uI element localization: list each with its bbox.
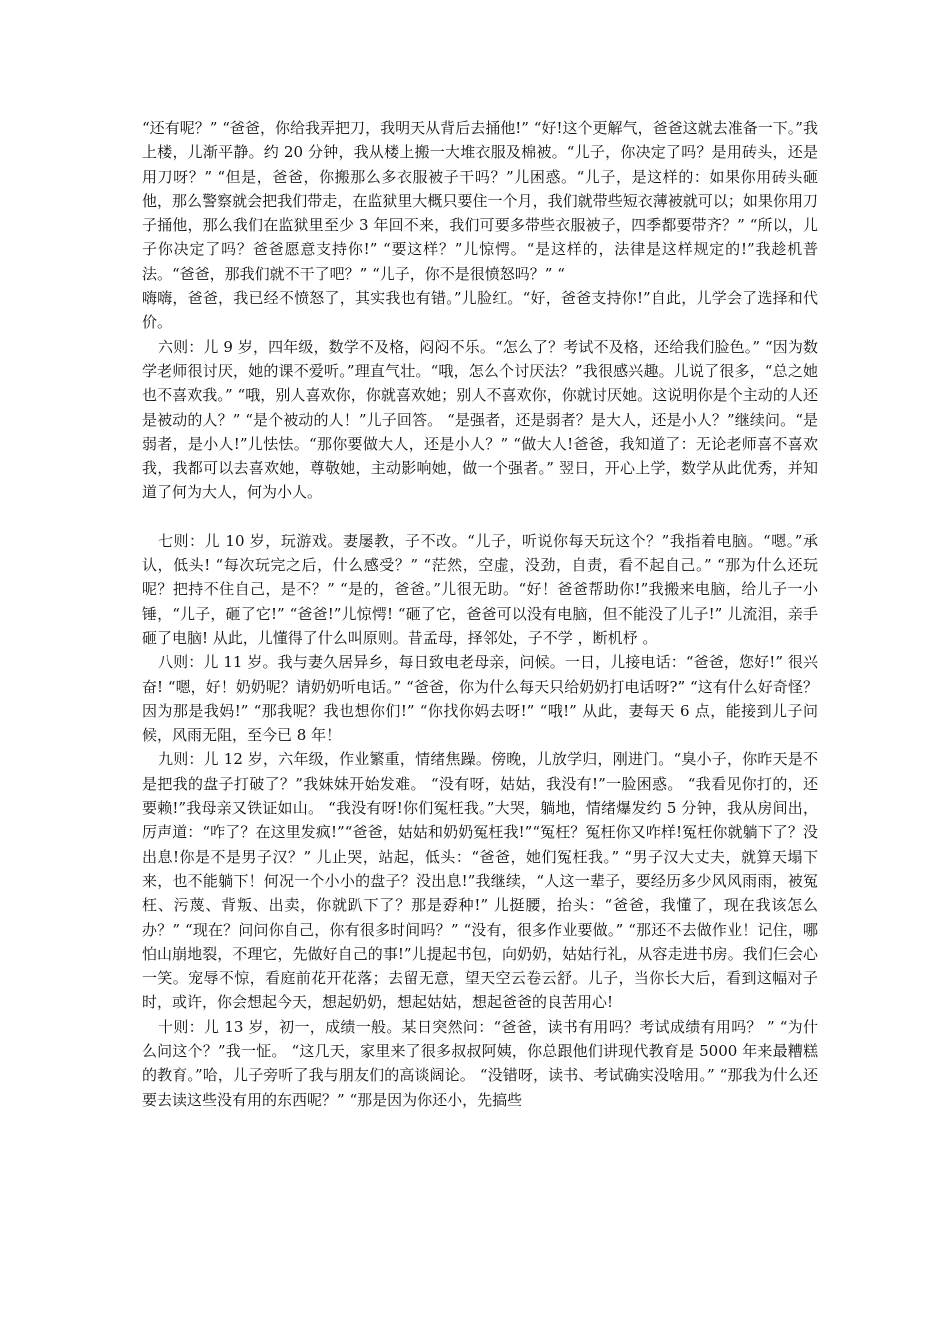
paragraph-continuation-end: 嗨嗨，爸爸，我已经不愤怒了，其实我也有错。”儿脸红。“好，爸爸支持你!”自此，儿学会了选择和代价。 bbox=[142, 289, 818, 332]
paragraph-story-9: 九则：儿 12 岁，六年级，作业繁重，情绪焦躁。傍晚，儿放学归，刚进门。“臭小子，你昨天是不是把我的盘子打破了？”我妹妹开始发难。 “没有呀，姑姑，我没有!”一脸困惑。 “我看见你打的，还要赖!”我母亲又铁证如山。 “我没有呀!你们冤枉我。”大哭，躺地，情绪爆发约 5 分钟，我从房间出，厉声道：“咋了？在这里发疯!”“爸爸，姑姑和奶奶冤枉我!”“冤枉？冤枉你又咋样!冤枉你就躺下了？没出息!你是不是男子汉？” 儿止哭，站起，低头：“爸爸，她们冤枉我。” “男子汉大丈夫，就算天塌下来，也不能躺下！何况一个小小的盘子？没出息!”我继续，“人这一辈子，要经历多少风风雨雨，被冤枉、污蔑、背叛、出卖，你就趴下了？那是孬种!” 儿挺腰，抬头：“爸爸，我懂了，现在我该怎么办？” “现在？问问你自己，你有很多时间吗？” “没有，很多作业要做。” “那还不去做作业！记住，哪怕山崩地裂，不理它，先做好自己的事!”儿提起书包，向奶奶，姑姑行礼，从容走进书房。我们仨会心一笑。宠辱不惊，看庭前花开花落；去留无意，望天空云卷云舒。儿子，当你长大后，看到这幅对子时，或许，你会想起今天，想起奶奶，想起姑姑，想起爸爸的良苦用心! bbox=[142, 750, 818, 1012]
paragraph-story-6: 六则：儿 9 岁，四年级，数学不及格，闷闷不乐。“怎么了？考试不及格，还给我们脸色。” “因为数学老师很讨厌，她的课不爱听。”理直气壮。“哦，怎么个讨厌法？”我很感兴趣。儿说了很多，“总之她也不喜欢我。” “哦，别人喜欢你，你就喜欢她；别人不喜欢你，你就讨厌她。这说明你是个主动的人还是被动的人？” “是个被动的人！”儿子回答。 “是强者，还是弱者？是大人，还是小人？”继续问。“是弱者，是小人!”儿怯怯。“那你要做大人，还是小人？” “做大人!爸爸，我知道了：无论老师喜不喜欢我，我都可以去喜欢她，尊敬她，主动影响她，做一个强者。” 翌日，开心上学，数学从此优秀，并知道了何为大人，何为小人。 bbox=[142, 337, 818, 502]
paragraph-story-7: 七则：儿 10 岁，玩游戏。妻屡教，子不改。“儿子，听说你每天玩这个？”我指着电脑。“嗯。”承认，低头! “每次玩完之后，什么感受？” “茫然，空虚，没劲，自责，看不起自己。” “那为什么还玩呢？把持不住自己，是不？” “是的，爸爸。”儿很无助。“好！爸爸帮助你!”我搬来电脑，给儿子一小锤，“儿子，砸了它!” “爸爸!”儿惊愕! “砸了它，爸爸可以没有电脑，但不能没了儿子!” 儿流泪，亲手砸了电脑! 从此，儿懂得了什么叫原则。昔孟母，择邻处，子不学 ，断机杼 。 bbox=[142, 531, 818, 647]
paragraph-continuation: “还有呢？” “爸爸，你给我弄把刀，我明天从背后去捅他!” “好!这个更解气，爸爸这就去准备一下。”我上楼，儿渐平静。约 20 分钟，我从楼上搬一大堆衣服及棉被。“儿子，你决定了吗？是用砖头，还是用刀呀？” “但是，爸爸，你搬那么多衣服被子干吗？”儿困惑。“儿子，是这样的：如果你用砖头砸他，那么警察就会把我们带走，在监狱里大概只要住一个月，我们就带些短衣薄被就可以；如果你用刀子捅他，那么我们在监狱里至少 3 年回不来，我们可要多带些衣服被子，四季都要带齐？” “所以，儿子你决定了吗？爸爸愿意支持你!” “要这样？”儿惊愕。“是这样的，法律是这样规定的!”我趁机普法。“爸爸，那我们就不干了吧？” “儿子，你不是很愤怒吗？” “ bbox=[142, 119, 818, 283]
paragraph-story-8: 八则：儿 11 岁。我与妻久居异乡，每日致电老母亲，问候。一日，儿接电话：“爸爸，您好!” 很兴奋! “嗯，好！奶奶呢？请奶奶听电话。” “爸爸，你为什么每天只给奶奶打电话呀?” “这有什么好奇怪？因为那是我妈!” “那我呢？我也想你们!” “你找你妈去呀!” “哦!” 从此，妻每天 6 点，能接到儿子问候，风雨无阻，至今已 8 年！ bbox=[142, 653, 818, 745]
paragraph-story-10: 十则：儿 13 岁，初一，成绩一般。某日突然问：“爸爸，读书有用吗？考试成绩有用吗？ ” “为什么问这个？”我一怔。 “这几天，家里来了很多叔叔阿姨，你总跟他们讲现代教育是 5000 年来最糟糕的教育。”哈，儿子旁听了我与朋友们的高谈阔论。 “没错呀，读书、考试确实没啥用。” “那我为什么还要去读这些没有用的东西呢？” “那是因为你还小，先搞些 bbox=[142, 1017, 818, 1109]
document-body bbox=[142, 116, 818, 1112]
